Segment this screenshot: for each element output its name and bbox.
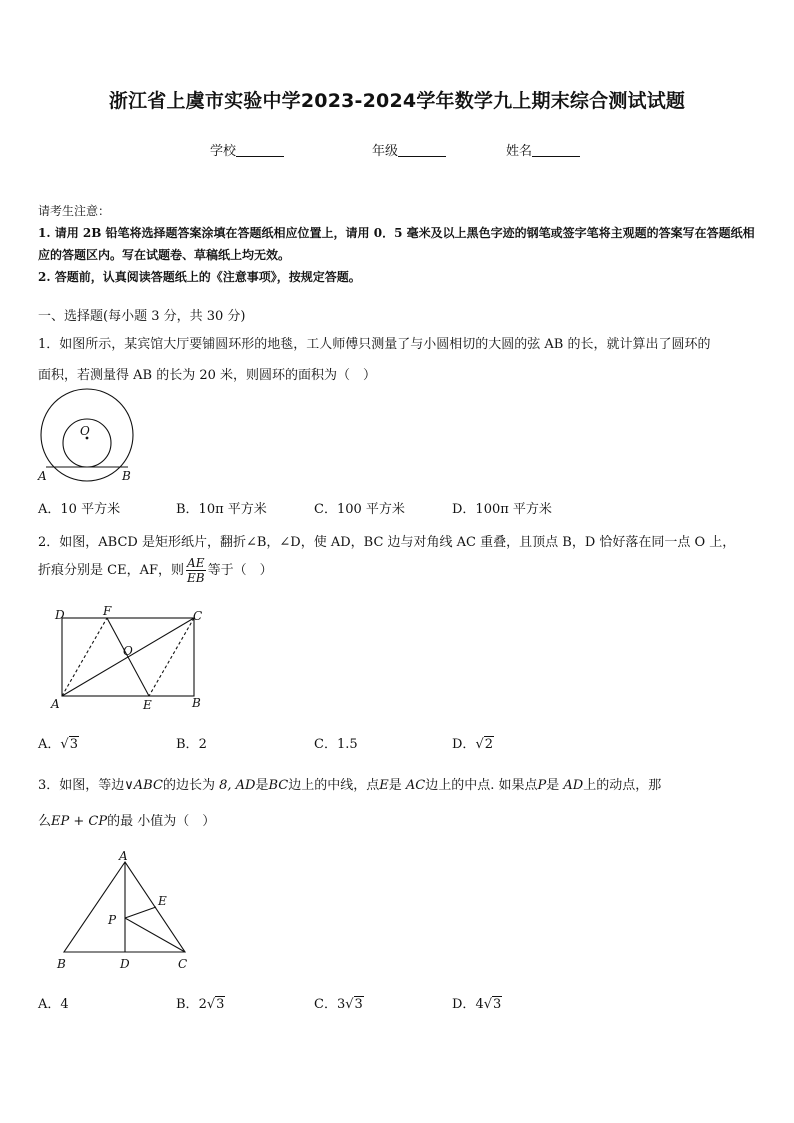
- q2-option-d[interactable]: D．√2: [452, 737, 494, 752]
- q3-text-line2: 么EP + CP的最 小值为（ ）: [38, 814, 216, 829]
- q3-label-c: C: [178, 957, 188, 971]
- grade-blank[interactable]: [398, 144, 446, 157]
- q2-fraction: $\frac{AE}{EB}$: [186, 556, 205, 585]
- q2-option-c[interactable]: C．1.5: [314, 737, 358, 752]
- q3-option-c[interactable]: C．3√3: [314, 997, 363, 1012]
- page-title: 浙江省上虞市实验中学2023-2024学年数学九上期末综合测试试题: [108, 90, 686, 112]
- q3-label-b: B: [57, 957, 66, 971]
- q3-segment-pe: [125, 907, 156, 918]
- notice-item-1: 1. 请用 2B 铅笔将选择题答案涂填在答题纸相应位置上，请用 0．5 毫米及以上黑色字迹的钢笔或签字笔将主观题的答案写在答题纸相应的答题区内。写在试题卷、草稿纸上均无效。: [38, 226, 755, 262]
- q2-label-e: E: [143, 698, 152, 712]
- school-blank[interactable]: [236, 144, 284, 157]
- name-field[interactable]: 姓名: [506, 140, 580, 159]
- q3-label-e: E: [158, 894, 167, 908]
- q3-text-line1: 3．如图，等边∨ABC的边长为 8, AD是BC边上的中线，点E是 AC边上的中点. 如果点P是 AD上的动点，那: [38, 778, 662, 793]
- q2-option-b[interactable]: B．2: [176, 737, 207, 752]
- q1-option-d[interactable]: D．100π 平方米: [452, 502, 552, 517]
- q1-option-b[interactable]: B．10π 平方米: [176, 502, 267, 517]
- q3-option-b[interactable]: B．2√3: [176, 997, 225, 1012]
- name-blank[interactable]: [532, 144, 580, 157]
- q1-text-line1: 1．如图所示，某宾馆大厅要铺圆环形的地毯，工人师傅只测量了与小圆相切的大圆的弦 AB 的长，就计算出了圆环的: [38, 337, 711, 352]
- q3-option-a[interactable]: A．4: [38, 997, 69, 1012]
- school-field[interactable]: 学校: [210, 140, 284, 159]
- notice-heading: 请考生注意：: [38, 204, 111, 218]
- q2-label-f: F: [103, 604, 112, 618]
- grade-field[interactable]: 年级: [372, 140, 446, 159]
- q3-label-d: D: [120, 957, 130, 971]
- q1-option-c[interactable]: C．100 平方米: [314, 502, 405, 517]
- notice-block: [38, 200, 760, 288]
- notice-item-2: 2. 答题前，认真阅读答题纸上的《注意事项》，按规定答题。: [38, 270, 361, 284]
- q1-label-b: B: [122, 469, 131, 483]
- q2-label-b: B: [192, 696, 201, 710]
- q3-segment-pc: [125, 918, 185, 952]
- section-heading: 一、选择题(每小题 3 分，共 30 分): [38, 309, 246, 324]
- q3-triangle-figure: [52, 846, 202, 974]
- q1-text-line2: 面积，若测量得 AB 的长为 20 米，则圆环的面积为（ ）: [38, 368, 377, 383]
- q2-rectangle-figure: [50, 606, 210, 711]
- q3-option-d[interactable]: D．4√3: [452, 997, 502, 1012]
- q2-text-line2: 折痕分别是 CE，AF，则 $\frac{AE}{EB}$ 等于（ ）: [38, 556, 273, 585]
- q1-label-a: A: [38, 469, 47, 483]
- q2-option-a[interactable]: A．√3: [38, 737, 78, 752]
- q3-label-a: A: [119, 849, 128, 863]
- q2-label-a: A: [51, 697, 60, 711]
- q2-fold-ce: [149, 618, 194, 696]
- q2-label-c: C: [193, 609, 203, 623]
- student-info-fields: [0, 140, 794, 160]
- q3-label-p: P: [108, 913, 117, 927]
- q2-fold-af: [62, 618, 107, 696]
- q2-label-o: O: [123, 644, 133, 658]
- q2-text-line1: 2．如图，ABCD 是矩形纸片，翻折∠B，∠D，使 AD，BC 边与对角线 AC 重叠，且顶点 B，D 恰好落在同一点 O 上，: [38, 535, 736, 550]
- q2-label-d: D: [55, 608, 65, 622]
- q1-label-o: O: [80, 424, 90, 438]
- q1-annulus-figure: [36, 390, 146, 485]
- q1-option-a[interactable]: A．10 平方米: [38, 502, 121, 517]
